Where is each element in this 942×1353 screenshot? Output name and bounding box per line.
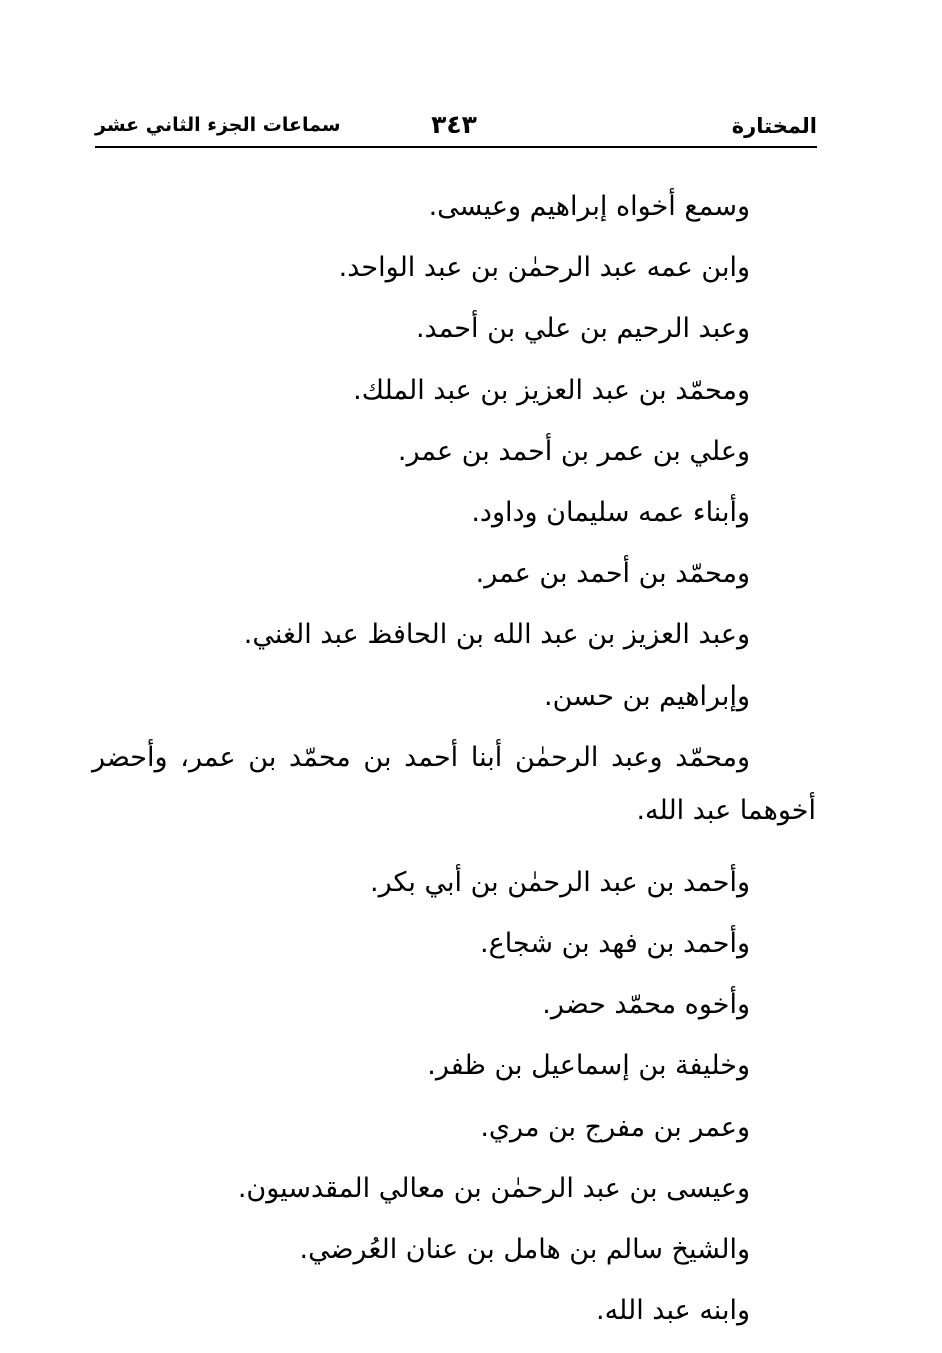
text-line: وأحمد بن عبد الرحمٰن بن أبي بكر. (370, 866, 750, 898)
text-line: ومحمّد بن عبد العزيز بن عبد الملك. (353, 374, 750, 406)
text-line: أخوهما عبد الله. (636, 794, 816, 826)
text-line: وعمر بن مفرج بن مري. (480, 1111, 750, 1143)
running-header (95, 108, 817, 144)
book-title: المختارة (731, 114, 817, 138)
text-line: ومحمّد وعبد الرحمٰن أبنا أحمد بن محمّد بن عمر، وأحضر (92, 741, 750, 773)
text-line: والشيخ سالم بن هامل بن عنان العُرضي. (299, 1234, 750, 1265)
header-rule (95, 146, 817, 148)
text-line: وعبد الرحيم بن علي بن أحمد. (415, 313, 750, 345)
text-line: وخليفة بن إسماعيل بن ظفر. (427, 1050, 750, 1082)
section-title: سماعات الجزء الثاني عشر (95, 114, 341, 136)
text-line: وأحمد بن فهد بن شجاع. (480, 928, 750, 960)
text-line: وابن عمه عبد الرحمٰن بن عبد الواحد. (338, 252, 750, 284)
page-number: ٣٤٣ (431, 110, 477, 139)
text-line: وسمع أخواه إبراهيم وعيسى. (428, 191, 750, 222)
text-line: وأبناء عمه سليمان وداود. (471, 496, 750, 528)
text-line: وأخوه محمّد حضر. (542, 989, 750, 1021)
text-line: ومحمّد بن أحمد بن عمر. (475, 558, 750, 590)
text-line: وعلي بن عمر بن أحمد بن عمر. (397, 435, 750, 467)
text-line: وإبراهيم بن حسن. (544, 680, 750, 712)
text-line: وابنه عبد الله. (596, 1295, 750, 1327)
text-line: وعيسى بن عبد الرحمٰن بن معالي المقدسيون. (237, 1172, 750, 1204)
text-line: وعبد العزيز بن عبد الله بن الحافظ عبد الغني. (243, 619, 750, 651)
page-body (92, 176, 816, 1341)
